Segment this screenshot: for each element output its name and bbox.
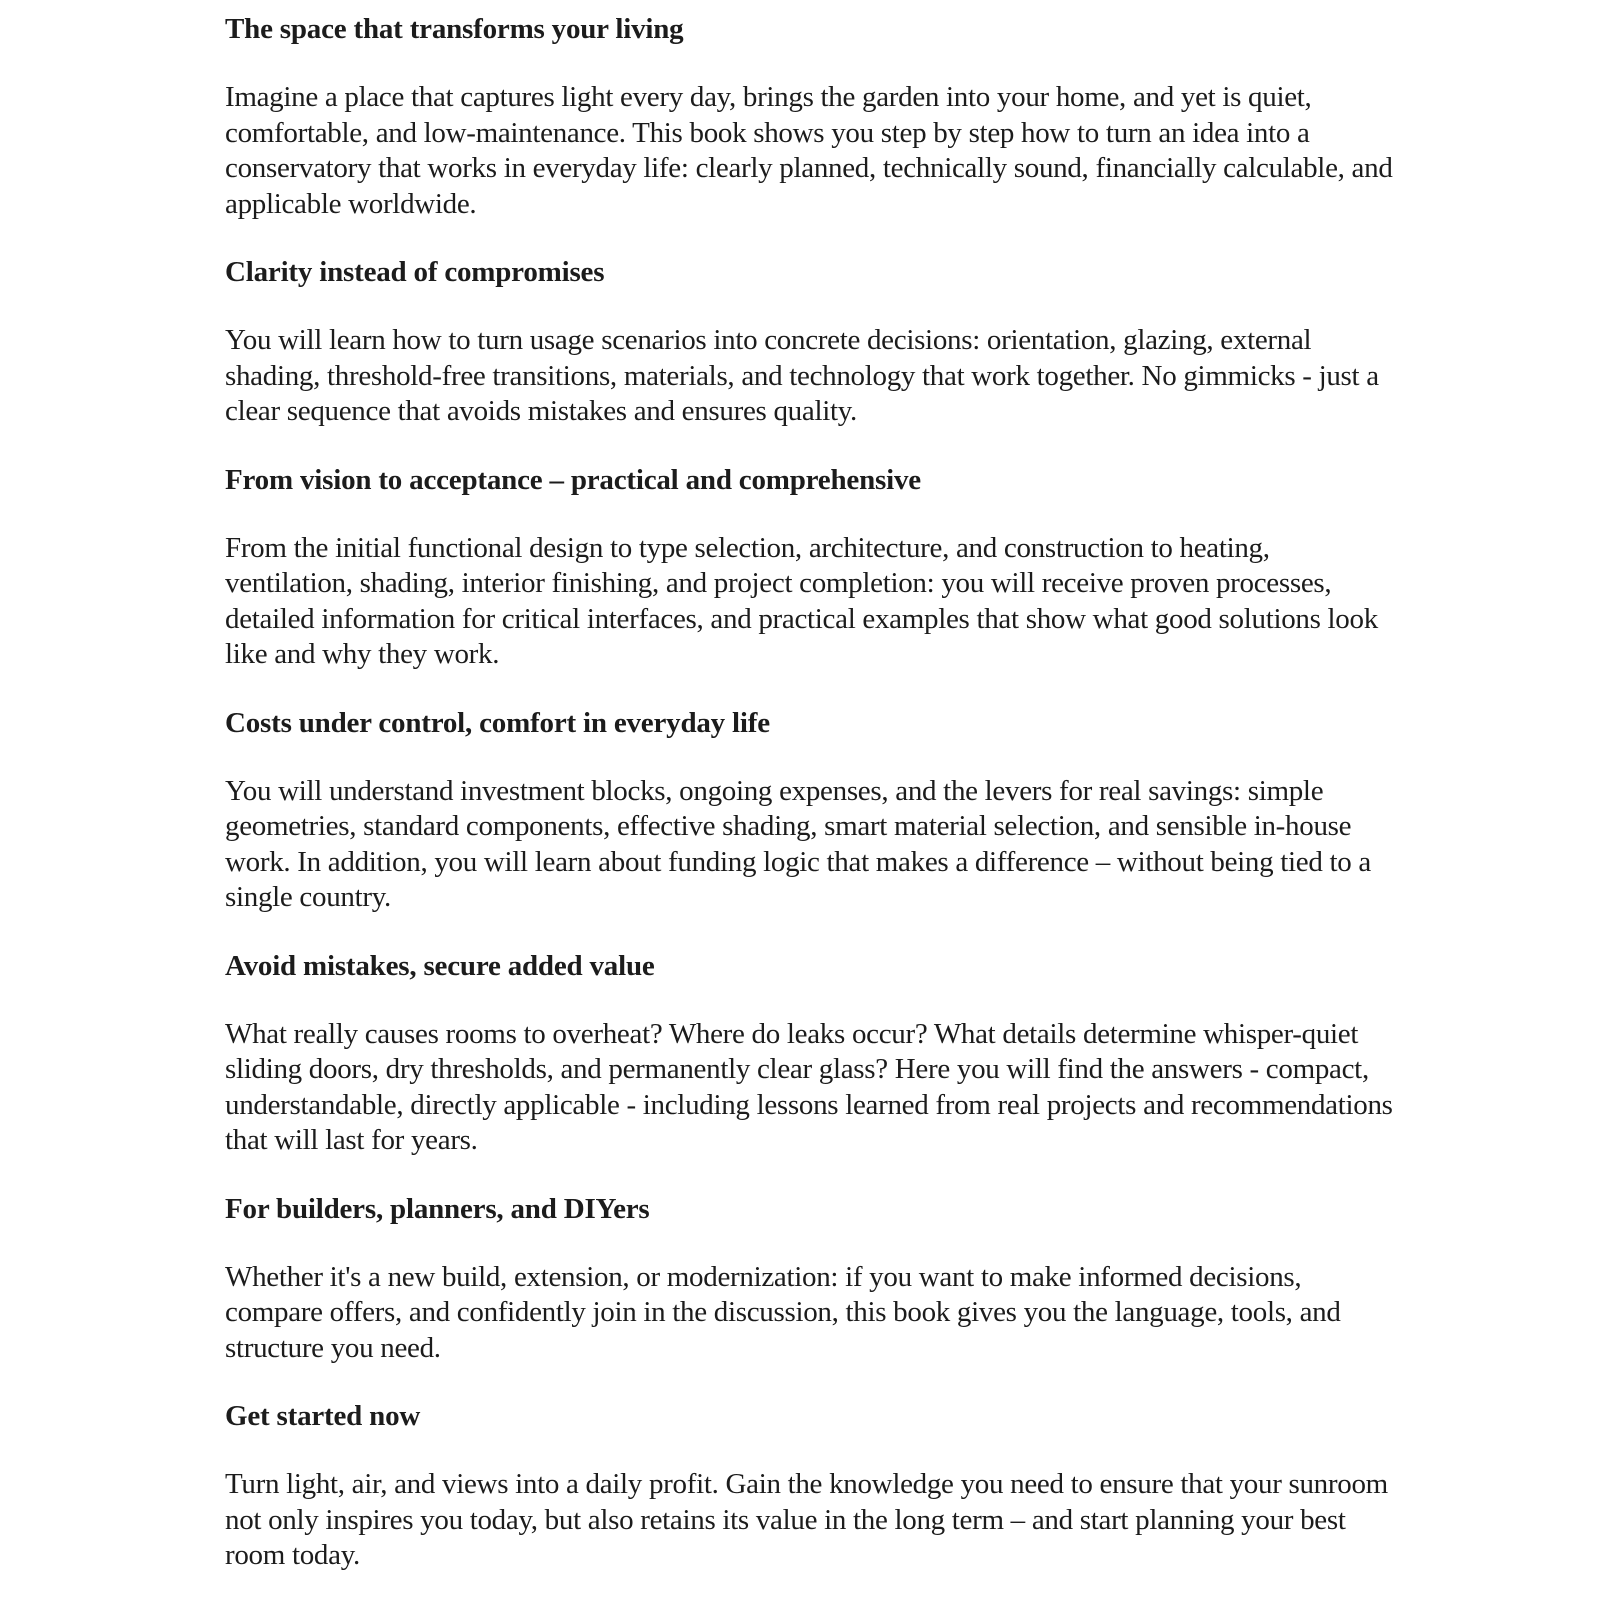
section-paragraph: Imagine a place that captures light every day, brings the garden into your home, and yet is quiet, comfortable, and low-maintenance. This book shows you step by step how to turn an idea into a conservatory that works in everyday life: clearly planned, technically sound, financially calculable, and applicable worldwide. [225,81,1393,220]
section-paragraph: You will understand investment blocks, ongoing expenses, and the levers for real savings: simple geometries, standard components, effective shading, smart material selection, and sensible in-house work. In addition, you will learn about funding logic that makes a difference – without being tied to a single country. [225,774,1371,913]
section-costs [225,706,1395,916]
document-page [225,12,1395,1607]
section-paragraph: Whether it's a new build, extension, or modernization: if you want to make informed decisions, compare offers, and confidently join in the discussion, this book gives you the language, tools, and structure you need. [225,1260,1341,1364]
section-vision-to-acceptance [225,463,1395,673]
section-heading: Clarity instead of compromises [225,256,605,288]
section-heading: Costs under control, comfort in everyday life [225,706,770,739]
section-heading: The space that transforms your living [225,13,684,45]
section-paragraph: What really causes rooms to overheat? Where do leaks occur? What details determine whisper-quiet sliding doors, dry thresholds, and permanently clear glass? Here you will find the answers - compact, understandable, directly applicable - including lessons learned from real projects and recommendations that will last for years. [225,1017,1393,1156]
section-clarity [225,255,1395,430]
section-heading: Avoid mistakes, secure added value [225,949,655,982]
section-paragraph: From the initial functional design to type selection, architecture, and construction to heating, ventilation, shading, interior finishing, and project completion: you will receive proven processes, detailed information for critical interfaces, and practical examples that show what good solutions look like and why they work. [225,531,1378,670]
section-audience [225,1192,1395,1367]
section-living-space [225,12,1395,222]
section-paragraph: You will learn how to turn usage scenarios into concrete decisions: orientation, glazing, external shading, threshold-free transitions, materials, and technology that work together. No gimmicks - just a clear sequence that avoids mistakes and ensures quality. [225,324,1379,427]
section-get-started [225,1399,1395,1574]
section-heading: Get started now [225,1400,421,1432]
section-heading: From vision to acceptance – practical and comprehensive [225,463,921,496]
section-paragraph: Turn light, air, and views into a daily profit. Gain the knowledge you need to ensure that your sunroom not only inspires you today, but also retains its value in the long term – and start planning your best room today. [225,1468,1388,1571]
section-heading: For builders, planners, and DIYers [225,1192,650,1225]
section-avoid-mistakes [225,949,1395,1159]
